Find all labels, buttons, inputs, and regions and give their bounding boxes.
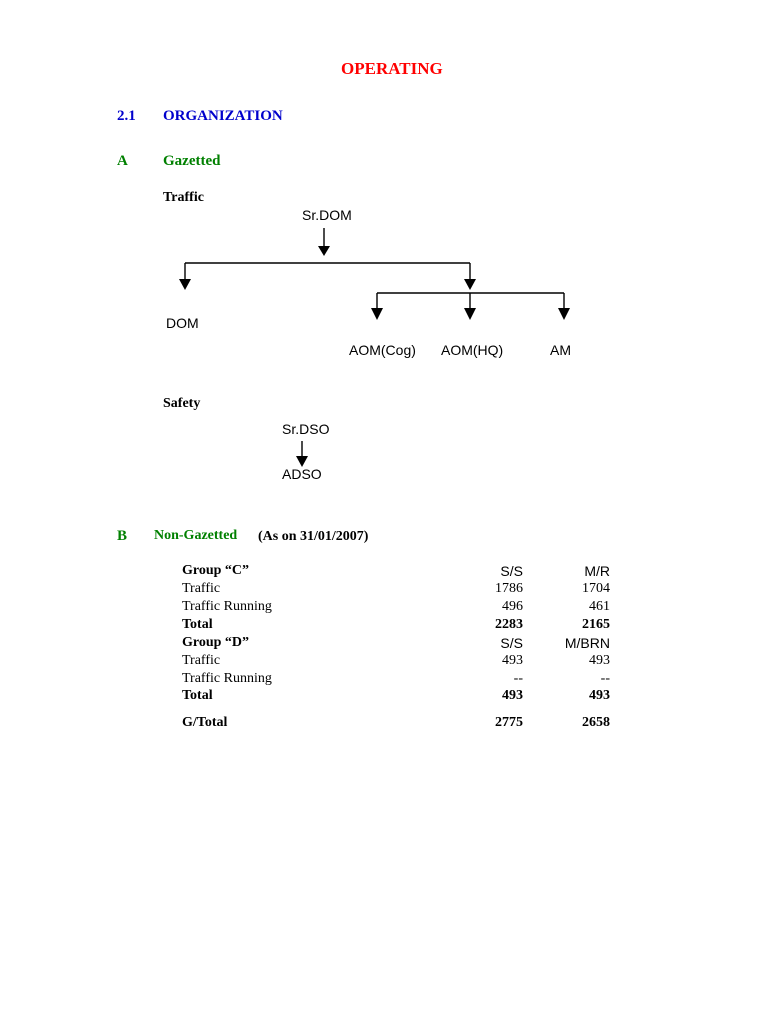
org-node-am: AM (550, 342, 571, 358)
org-node-aom-hq: AOM(HQ) (441, 342, 504, 358)
table-cell: 493 (589, 653, 610, 668)
table-cell: -- (513, 671, 523, 686)
table-cell: 496 (502, 599, 523, 614)
section-number: 2.1 (117, 108, 136, 124)
table-cell: -- (600, 671, 610, 686)
table-row-label: G/Total (182, 715, 228, 730)
table-cell: 1786 (495, 581, 523, 596)
org-node-sr-dso: Sr.DSO (282, 421, 330, 437)
table-cell: 2658 (582, 715, 610, 730)
table-cell: 493 (502, 688, 523, 703)
table-cell: 1704 (582, 581, 610, 596)
subsection-b-title: Non-Gazetted (154, 528, 238, 543)
org-node-sr-dom: Sr.DOM (302, 207, 352, 223)
subsection-b-letter: B (117, 528, 128, 544)
table-cell: 2283 (495, 617, 523, 632)
subsection-a-title: Gazetted (163, 153, 221, 169)
table-cell: 2775 (495, 715, 523, 730)
table-cell: 493 (589, 688, 610, 703)
table-cell: 461 (589, 599, 610, 614)
section-title: ORGANIZATION (163, 108, 283, 124)
org-node-dom: DOM (166, 315, 199, 331)
table-cell: S/S (500, 563, 523, 579)
table-row-label: Traffic (182, 653, 221, 668)
org-node-aom-cog: AOM(Cog) (349, 342, 416, 358)
table-cell: M/BRN (564, 635, 610, 651)
table-row-label: Traffic (182, 581, 221, 596)
traffic-heading: Traffic (163, 190, 204, 205)
table-cell: 493 (502, 653, 523, 668)
table-row-label: Group “D” (182, 635, 250, 650)
page-title: OPERATING (341, 59, 443, 78)
table-row-label: Total (182, 688, 213, 703)
table-row-label: Traffic Running (182, 671, 272, 686)
subsection-b-note: (As on 31/01/2007) (258, 529, 369, 544)
safety-heading: Safety (163, 396, 201, 411)
table-row-label: Group “C” (182, 563, 250, 578)
org-node-adso: ADSO (282, 466, 322, 482)
subsection-a-letter: A (117, 153, 128, 169)
table-row-label: Traffic Running (182, 599, 272, 614)
table-row-label: Total (182, 617, 213, 632)
table-cell: M/R (584, 563, 610, 579)
table-cell: 2165 (582, 617, 610, 632)
table-cell: S/S (500, 635, 523, 651)
